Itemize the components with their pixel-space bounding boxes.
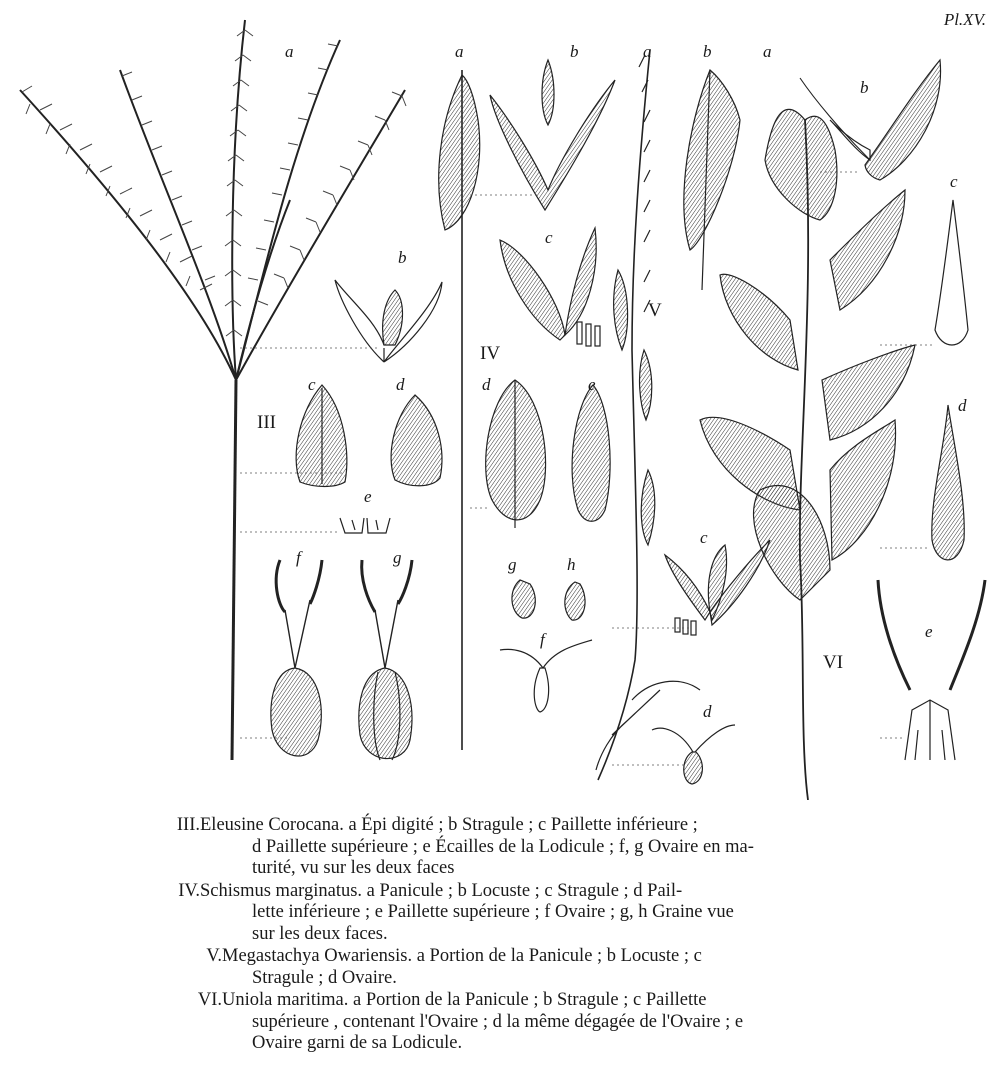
legend-entry-vi — [197, 990, 900, 1055]
figure-label: a — [285, 42, 294, 61]
figure-label: e — [364, 487, 372, 506]
legend-numeral: VI. — [197, 990, 222, 1010]
figure-label: c — [545, 228, 553, 247]
legend-line: supérieure , contenant l'Ovaire ; d la même dégagée de l'Ovaire ; e — [252, 1011, 744, 1032]
figure-label: e — [925, 622, 933, 641]
plate-legend — [176, 815, 900, 1056]
figure-label: e — [588, 375, 596, 394]
legend-line: turité, vu sur les deux faces — [252, 858, 455, 878]
eleusine-ovary-drawings — [271, 560, 412, 760]
legend-numeral: IV. — [178, 880, 200, 901]
figure-label: c — [950, 172, 958, 191]
figure-label: d — [396, 375, 405, 394]
megastachya-ovary-drawing — [652, 725, 735, 784]
eleusine-digitate-spike-drawing — [20, 20, 405, 760]
eleusine-paillette-drawings — [296, 385, 442, 487]
figure-label: c — [700, 528, 708, 547]
legend-line: Schismus marginatus. a Panicule ; b Locuste ; c Stragule ; d Pail- — [200, 880, 683, 901]
legend-line: sur les deux faces. — [252, 923, 388, 944]
megastachya-locuste-drawing — [684, 70, 740, 290]
legend-entry-iv — [178, 880, 900, 946]
figure-numeral-vi: VI — [823, 652, 844, 673]
eleusine-stragule-drawing — [335, 280, 442, 362]
figure-label: h — [567, 555, 576, 574]
figure-label: b — [860, 78, 869, 97]
figure-label: f — [296, 548, 301, 567]
uniola-paillette-drawings — [932, 200, 968, 560]
legend-numeral: V. — [206, 946, 222, 966]
legend-line: d Paillette supérieure ; e Écailles de la Lodicule ; f, g Ovaire en ma- — [252, 836, 754, 857]
figure-label: b — [703, 42, 712, 61]
figure-label: a — [455, 42, 464, 61]
uniola-ovary-lodicule-drawing — [878, 580, 985, 760]
figure-label: c — [308, 375, 316, 394]
schismus-paillette-drawings — [486, 380, 610, 528]
schismus-locuste-stragule-drawings — [490, 60, 615, 346]
figure-numeral-iii: III — [257, 412, 276, 433]
legend-entry-v — [200, 946, 900, 989]
legend-line: Eleusine Corocana. a Épi digité ; b Stragule ; c Paillette inférieure ; — [200, 815, 698, 835]
megastachya-panicule-drawing — [596, 50, 700, 780]
legend-line: Stragule ; d Ovaire. — [252, 967, 397, 988]
figure-numeral-iv: IV — [480, 343, 501, 364]
legend-line: Ovaire garni de sa Lodicule. — [252, 1033, 463, 1053]
legend-numeral: III. — [176, 815, 200, 835]
megastachya-stragule-drawing — [665, 540, 770, 635]
legend-line: Megastachya Owariensis. a Portion de la Panicule ; b Locuste ; c — [222, 946, 702, 966]
figure-numeral-v: V — [648, 300, 662, 321]
plate-number: Pl.XV. — [943, 10, 986, 29]
figure-label: d — [958, 396, 967, 415]
legend-line: lette inférieure ; e Paillette supérieure ; f Ovaire ; g, h Graine vue — [252, 902, 734, 922]
schismus-panicule-drawing — [439, 70, 480, 750]
figure-label: a — [763, 42, 772, 61]
figure-label: b — [398, 248, 407, 267]
figure-label: f — [540, 630, 545, 649]
legend-line: Uniola maritima. a Portion de la Panicule ; b Stragule ; c Paillette — [222, 990, 707, 1010]
legend-entry-iii — [176, 815, 900, 880]
uniola-panicule-drawing — [700, 109, 915, 800]
schismus-seed-ovary-drawings — [500, 580, 592, 712]
figure-label: a — [643, 42, 652, 61]
figure-label: d — [703, 702, 712, 721]
figure-label: d — [482, 375, 491, 394]
figure-label: g — [393, 548, 402, 567]
eleusine-lodicule-scales-drawing — [340, 518, 390, 533]
figure-label: b — [570, 42, 579, 61]
figure-label: g — [508, 555, 517, 574]
